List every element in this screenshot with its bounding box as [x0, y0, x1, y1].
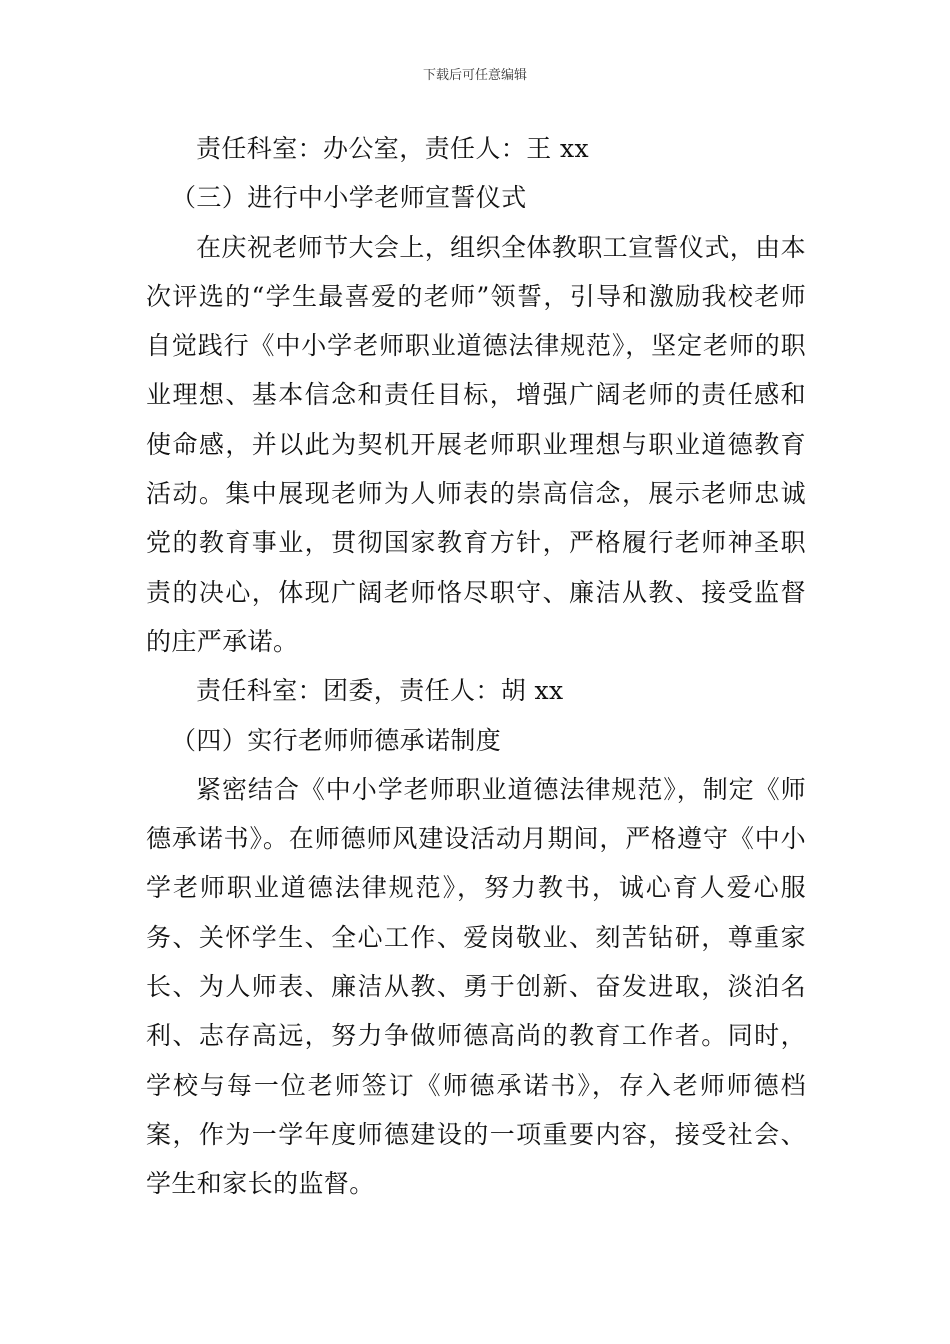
responsible-office-2: 责任科室：团委，责任人：胡 xx: [196, 676, 564, 706]
responsible-office-1: 责任科室：办公室，责任人：王 xx: [196, 134, 589, 163]
section-heading-4: （四）实行老师师德承诺制度: [171, 725, 502, 755]
section-heading-3: （三）进行中小学老师宣誓仪式: [171, 183, 527, 213]
document-body: [146, 124, 806, 1209]
ethics-commitment-paragraph: 紧密结合《中小学老师职业道德法律规范》，制定《师德承诺书》。在师德师风建设活动月期间，严格遵守《中小学老师职业道德法律规范》，努力教书，诚心育人爱心服务、关怀学生、全心工作、爱岗敬业、刻苦钻研，尊重家长、为人师表、廉洁从教、勇于创新、奋发进取，淡泊名利、志存高远，努力争做师德高尚的教育工作者。同时，学校与每一位老师签订《师德承诺书》，存入老师师德档案，作为一学年度师德建设的一项重要内容，接受社会、学生和家长的监督。: [146, 774, 806, 1199]
page-header: 下载后可任意编辑: [422, 68, 527, 83]
oath-ceremony-paragraph: 在庆祝老师节大会上，组织全体教职工宣誓仪式，由本次评选的“学生最喜爱的老师”领誓，引导和激励我校老师自觉践行《中小学老师职业道德法律规范》，坚定老师的职业理想、基本信念和责任目标，增强广阔老师的责任感和使命感，并以此为契机开展老师职业理想与职业道德教育活动。集中展现老师为人师表的崇高信念，展示老师忠诚党的教育事业，贯彻国家教育方针，严格履行老师神圣职责的决心，体现广阔老师恪尽职守、廉洁从教、接受监督的庄严承诺。: [146, 232, 806, 656]
